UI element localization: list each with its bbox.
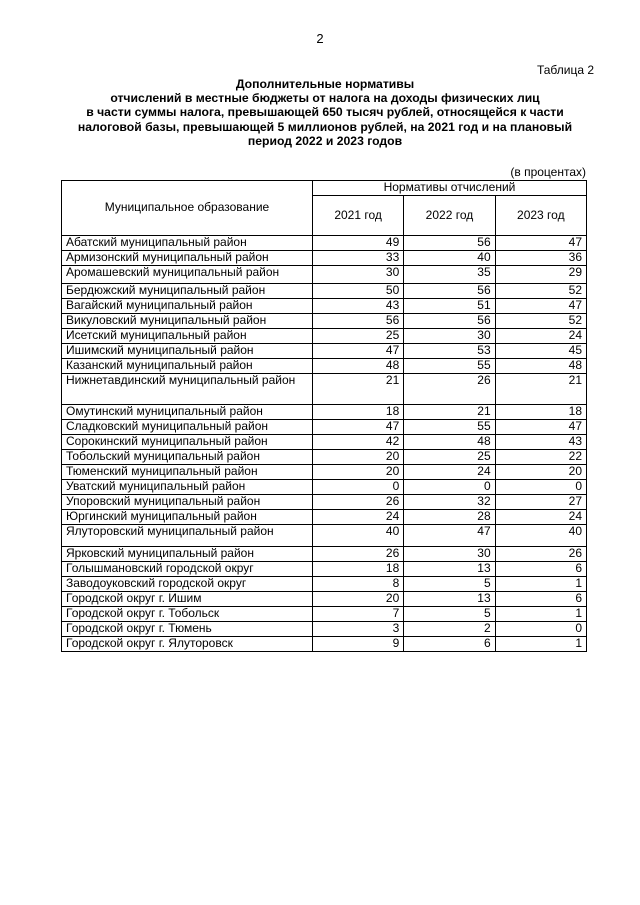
- table-row: [62, 420, 587, 435]
- value-2021: 20: [312, 592, 403, 607]
- value-2021: 26: [312, 495, 403, 510]
- table-row: [62, 465, 587, 480]
- table-row: [62, 592, 587, 607]
- table-row: [62, 405, 587, 420]
- value-2023: 48: [495, 359, 586, 374]
- value-2023: 36: [495, 251, 586, 266]
- value-2021: 30: [312, 266, 403, 284]
- value-2022: 30: [404, 329, 495, 344]
- table-row: [62, 251, 587, 266]
- header-norms-group: Нормативы отчислений: [312, 181, 586, 196]
- value-2022: 13: [404, 592, 495, 607]
- value-2021: 50: [312, 284, 403, 299]
- value-2023: 52: [495, 284, 586, 299]
- value-2021: 48: [312, 359, 403, 374]
- municipality-name: Тюменский муниципальный район: [62, 465, 313, 480]
- value-2023: 1: [495, 607, 586, 622]
- value-2021: 47: [312, 420, 403, 435]
- table-row: [62, 495, 587, 510]
- value-2021: 24: [312, 510, 403, 525]
- header-year-2023: 2023 год: [495, 196, 586, 236]
- value-2022: 30: [404, 547, 495, 562]
- table-row: [62, 450, 587, 465]
- title-line: отчислений в местные бюджеты от налога на доходы физических лиц: [110, 91, 540, 106]
- value-2022: 32: [404, 495, 495, 510]
- table-row: [62, 266, 587, 284]
- municipality-name: Уватский муниципальный район: [62, 480, 313, 495]
- table-row: [62, 525, 587, 547]
- value-2023: 1: [495, 577, 586, 592]
- value-2023: 24: [495, 329, 586, 344]
- table-row: [62, 344, 587, 359]
- value-2022: 56: [404, 284, 495, 299]
- municipality-name: Городской округ г. Ишим: [62, 592, 313, 607]
- municipality-name: Викуловский муниципальный район: [62, 314, 313, 329]
- value-2022: 5: [404, 577, 495, 592]
- municipality-name: Аромашевский муниципальный район: [62, 266, 313, 284]
- value-2023: 0: [495, 622, 586, 637]
- value-2021: 20: [312, 450, 403, 465]
- value-2023: 22: [495, 450, 586, 465]
- table-label: Таблица 2: [536, 63, 594, 77]
- municipality-name: Городской округ г. Ялуторовск: [62, 637, 313, 652]
- table-body: [62, 236, 587, 652]
- value-2023: 27: [495, 495, 586, 510]
- municipality-name: Ярковский муниципальный район: [62, 547, 313, 562]
- value-2022: 28: [404, 510, 495, 525]
- norms-table: [61, 180, 587, 652]
- value-2021: 3: [312, 622, 403, 637]
- value-2021: 9: [312, 637, 403, 652]
- table-row: [62, 622, 587, 637]
- value-2023: 43: [495, 435, 586, 450]
- municipality-name: Сорокинский муниципальный район: [62, 435, 313, 450]
- municipality-name: Казанский муниципальный район: [62, 359, 313, 374]
- municipality-name: Бердюжский муниципальный район: [62, 284, 313, 299]
- value-2022: 48: [404, 435, 495, 450]
- table-row: [62, 480, 587, 495]
- value-2022: 40: [404, 251, 495, 266]
- value-2023: 6: [495, 592, 586, 607]
- table-row: [62, 577, 587, 592]
- value-2022: 21: [404, 405, 495, 420]
- value-2021: 56: [312, 314, 403, 329]
- table-row: [62, 299, 587, 314]
- value-2022: 25: [404, 450, 495, 465]
- table-row: [62, 329, 587, 344]
- unit-note: (в процентах): [510, 165, 586, 179]
- value-2023: 45: [495, 344, 586, 359]
- value-2023: 47: [495, 420, 586, 435]
- header-year-2022: 2022 год: [404, 196, 495, 236]
- municipality-name: Заводоуковский городской округ: [62, 577, 313, 592]
- municipality-name: Вагайский муниципальный район: [62, 299, 313, 314]
- value-2022: 56: [404, 314, 495, 329]
- value-2021: 21: [312, 374, 403, 405]
- table-row: [62, 374, 587, 405]
- value-2021: 33: [312, 251, 403, 266]
- municipality-name: Нижнетавдинский муниципальный район: [62, 374, 313, 405]
- value-2021: 49: [312, 236, 403, 251]
- value-2022: 55: [404, 420, 495, 435]
- value-2023: 18: [495, 405, 586, 420]
- title-line: налоговой базы, превышающей 5 миллионов рублей, на 2021 год и на плановый: [77, 119, 573, 134]
- municipality-name: Сладковский муниципальный район: [62, 420, 313, 435]
- table-row: [62, 435, 587, 450]
- header-municipality: Муниципальное образование: [62, 181, 313, 236]
- table-row: [62, 236, 587, 251]
- municipality-name: Исетский муниципальный район: [62, 329, 313, 344]
- value-2021: 47: [312, 344, 403, 359]
- value-2021: 7: [312, 607, 403, 622]
- title-line: период 2022 и 2023 годов: [247, 133, 403, 148]
- municipality-name: Юргинский муниципальный район: [62, 510, 313, 525]
- value-2022: 55: [404, 359, 495, 374]
- value-2021: 40: [312, 525, 403, 547]
- value-2022: 24: [404, 465, 495, 480]
- municipality-name: Городской округ г. Тобольск: [62, 607, 313, 622]
- value-2022: 26: [404, 374, 495, 405]
- value-2022: 47: [404, 525, 495, 547]
- value-2021: 43: [312, 299, 403, 314]
- value-2022: 0: [404, 480, 495, 495]
- municipality-name: Упоровский муниципальный район: [62, 495, 313, 510]
- header-year-2021: 2021 год: [312, 196, 403, 236]
- table-row: [62, 607, 587, 622]
- value-2023: 20: [495, 465, 586, 480]
- title-line: Дополнительные нормативы: [235, 77, 415, 91]
- value-2023: 47: [495, 299, 586, 314]
- value-2023: 24: [495, 510, 586, 525]
- table-row: [62, 637, 587, 652]
- value-2021: 26: [312, 547, 403, 562]
- table-row: [62, 547, 587, 562]
- value-2021: 42: [312, 435, 403, 450]
- value-2021: 8: [312, 577, 403, 592]
- table-row: [62, 359, 587, 374]
- value-2022: 6: [404, 637, 495, 652]
- table-row: [62, 284, 587, 299]
- municipality-name: Омутинский муниципальный район: [62, 405, 313, 420]
- municipality-name: Голышмановский городской округ: [62, 562, 313, 577]
- table-row: [62, 510, 587, 525]
- value-2023: 0: [495, 480, 586, 495]
- value-2022: 5: [404, 607, 495, 622]
- page-number: 2: [316, 31, 324, 46]
- value-2021: 0: [312, 480, 403, 495]
- value-2021: 25: [312, 329, 403, 344]
- document-title: [58, 77, 592, 148]
- municipality-name: Ишимский муниципальный район: [62, 344, 313, 359]
- value-2021: 18: [312, 405, 403, 420]
- value-2023: 21: [495, 374, 586, 405]
- value-2021: 18: [312, 562, 403, 577]
- value-2021: 20: [312, 465, 403, 480]
- title-line: в части суммы налога, превышающей 650 тысяч рублей, относящейся к части: [86, 105, 564, 120]
- municipality-name: Тобольский муниципальный район: [62, 450, 313, 465]
- value-2023: 47: [495, 236, 586, 251]
- value-2022: 35: [404, 266, 495, 284]
- value-2023: 29: [495, 266, 586, 284]
- value-2022: 53: [404, 344, 495, 359]
- municipality-name: Городской округ г. Тюмень: [62, 622, 313, 637]
- value-2023: 40: [495, 525, 586, 547]
- value-2022: 13: [404, 562, 495, 577]
- value-2022: 2: [404, 622, 495, 637]
- value-2022: 56: [404, 236, 495, 251]
- value-2023: 26: [495, 547, 586, 562]
- municipality-name: Ялуторовский муниципальный район: [62, 525, 313, 547]
- municipality-name: Абатский муниципальный район: [62, 236, 313, 251]
- table-row: [62, 562, 587, 577]
- value-2023: 1: [495, 637, 586, 652]
- value-2022: 51: [404, 299, 495, 314]
- municipality-name: Армизонский муниципальный район: [62, 251, 313, 266]
- value-2023: 52: [495, 314, 586, 329]
- value-2023: 6: [495, 562, 586, 577]
- table-row: [62, 314, 587, 329]
